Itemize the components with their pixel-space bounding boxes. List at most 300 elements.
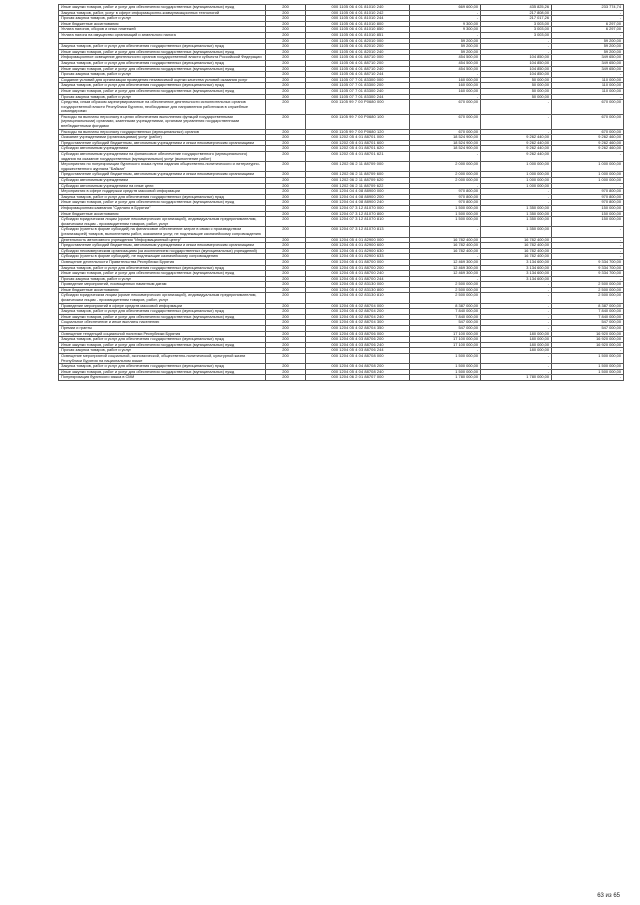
row-name-cell: Иные бюджетные ассигнования [59, 211, 266, 217]
row-code-cell: 200 [266, 348, 306, 354]
row-unexecuted-cell: 110 000,00 [552, 88, 624, 94]
table-row [59, 243, 624, 249]
row-kbk-cell: 000 1204 05 4 01 82900 630 [306, 248, 410, 254]
row-approved-cell: 59 200,00 [410, 38, 481, 44]
row-code-cell: 200 [266, 152, 306, 162]
row-executed-cell: 16 782 400,00 [481, 248, 552, 254]
row-approved-cell: 2 000 000,00 [410, 172, 481, 178]
row-unexecuted-cell: 349 650,00 [552, 66, 624, 72]
table-row [59, 259, 624, 265]
row-code-cell: 200 [266, 162, 306, 172]
row-name-cell: Проведение мероприятий, посвященных памятным датам [59, 282, 266, 288]
row-unexecuted-cell: 59 200,00 [552, 38, 624, 44]
row-unexecuted-cell: - [552, 276, 624, 282]
table-row [59, 293, 624, 303]
row-name-cell: Освещение мероприятий социальной, экономической, общественно-политической, культурной жизни Республики Бурятия на национальном языке [59, 354, 266, 364]
row-kbk-cell: 000 1204 05 4 03 88706 244 [306, 348, 410, 354]
row-code-cell: 200 [266, 16, 306, 22]
table-row [59, 342, 624, 348]
row-code-cell: 200 [266, 178, 306, 184]
row-code-cell: 200 [266, 331, 306, 337]
row-code-cell: 200 [266, 303, 306, 309]
row-kbk-cell: 000 1105 06 4 01 88710 244 [306, 72, 410, 78]
row-executed-cell: 217 017,26 [481, 16, 552, 22]
row-executed-cell: 1 350 000,00 [481, 205, 552, 211]
row-code-cell: 200 [266, 55, 306, 61]
row-code-cell: 200 [266, 49, 306, 55]
row-name-cell: Субсидии автономным учреждениям [59, 146, 266, 152]
table-row [59, 114, 624, 129]
row-unexecuted-cell: 547 000,00 [552, 320, 624, 326]
row-unexecuted-cell: 16 920 000,00 [552, 331, 624, 337]
row-approved-cell: 970 800,00 [410, 189, 481, 195]
row-kbk-cell: 000 1204 07 3 12 81070 810 [306, 217, 410, 227]
row-name-cell: Иные закупки товаров, работ и услуг для обеспечения государственных (муниципальных) нужд [59, 5, 266, 11]
row-unexecuted-cell: 2 500 000,00 [552, 293, 624, 303]
row-code-cell: 200 [266, 205, 306, 211]
row-code-cell: 200 [266, 354, 306, 364]
row-unexecuted-cell: - [552, 10, 624, 16]
row-unexecuted-cell: 670 000,00 [552, 129, 624, 135]
row-code-cell: 200 [266, 44, 306, 50]
row-executed-cell: 104 850,00 [481, 60, 552, 66]
row-unexecuted-cell: - [552, 16, 624, 22]
row-unexecuted-cell: 970 800,00 [552, 189, 624, 195]
row-executed-cell: - [481, 282, 552, 288]
row-unexecuted-cell: 8 387 000,00 [552, 303, 624, 309]
row-unexecuted-cell: 59 200,00 [552, 49, 624, 55]
row-kbk-cell: 000 1105 06 4 01 81010 850 [306, 27, 410, 33]
row-approved-cell: 7 840 000,00 [410, 309, 481, 315]
row-kbk-cell: 000 1105 06 4 01 81010 800 [306, 21, 410, 27]
row-unexecuted-cell: 970 800,00 [552, 200, 624, 206]
budget-execution-table [58, 4, 624, 381]
row-approved-cell: 8 387 000,00 [410, 303, 481, 309]
table-row [59, 254, 624, 260]
table-row [59, 265, 624, 271]
row-unexecuted-cell: 150 000,00 [552, 211, 624, 217]
row-code-cell: 200 [266, 114, 306, 129]
row-unexecuted-cell: - [552, 94, 624, 100]
row-unexecuted-cell: - [552, 237, 624, 243]
row-approved-cell: 18 524 900,00 [410, 135, 481, 141]
row-kbk-cell: 000 1204 05 4 04 88708 240 [306, 369, 410, 375]
row-approved-cell: 970 800,00 [410, 194, 481, 200]
row-kbk-cell: 000 1204 05 4 02 83130 800 [306, 287, 410, 293]
row-approved-cell: 2 500 000,00 [410, 287, 481, 293]
row-kbk-cell: 000 1105 06 4 01 81010 244 [306, 16, 410, 22]
row-code-cell: 200 [266, 21, 306, 27]
row-code-cell: 200 [266, 254, 306, 260]
row-kbk-cell: 000 1202 05 4 01 88701 600 [306, 140, 410, 146]
row-code-cell: 200 [266, 32, 306, 38]
row-name-cell: Прочая закупка товаров, работ и услуг [59, 72, 266, 78]
row-name-cell: Расходы на выплаты персоналу государственных (муниципальных) органов [59, 129, 266, 135]
row-executed-cell: 1 350 000,00 [481, 217, 552, 227]
table-row [59, 237, 624, 243]
row-name-cell: Проведение мероприятий в сфере средств массовой информации [59, 303, 266, 309]
table-row [59, 217, 624, 227]
row-code-cell: 200 [266, 140, 306, 146]
row-code-cell: 200 [266, 72, 306, 78]
row-name-cell: Освещение тенденций социальной политики Республики Бурятия [59, 331, 266, 337]
row-unexecuted-cell: 2 500 000,00 [552, 287, 624, 293]
row-executed-cell: 180 000,00 [481, 337, 552, 343]
row-kbk-cell: 000 1202 06 2 11 88709 620 [306, 178, 410, 184]
row-kbk-cell: 000 1204 05 4 02 88704 000 [306, 303, 410, 309]
row-code-cell: 200 [266, 271, 306, 277]
row-name-cell: Субсидии юридическим лицам (кроме некоммерческих организаций), индивидуальным предпринимателям, физическим лицам - производителям товаров, работ, услуг [59, 293, 266, 303]
row-code-cell: 200 [266, 146, 306, 152]
row-name-cell: Субсидии юридическим лицам (кроме некоммерческих организаций), индивидуальным предпринимателям, физическим лицам - производителям товаров, работ, услуг [59, 217, 266, 227]
row-code-cell: 200 [266, 326, 306, 332]
row-kbk-cell: 000 1204 05 4 04 88708 000 [306, 354, 410, 364]
table-row [59, 354, 624, 364]
row-executed-cell: 9 262 440,00 [481, 135, 552, 141]
row-unexecuted-cell: 233 774,74 [552, 5, 624, 11]
row-unexecuted-cell: 7 840 000,00 [552, 314, 624, 320]
row-name-cell: Закупка товаров, работ и услуг для обеспечения государственных (муниципальных) нужд [59, 83, 266, 89]
row-name-cell: Прочая закупка товаров, работ и услуг [59, 94, 266, 100]
row-kbk-cell: 000 1204 05 4 01 82900 633 [306, 254, 410, 260]
row-approved-cell: 9 300,00 [410, 27, 481, 33]
row-kbk-cell: 000 1204 05 4 02 83130 810 [306, 293, 410, 303]
row-code-cell: 200 [266, 293, 306, 303]
row-approved-cell: 160 000,00 [410, 77, 481, 83]
row-kbk-cell: 000 1105 06 4 01 81010 242 [306, 10, 410, 16]
row-code-cell: 200 [266, 129, 306, 135]
row-unexecuted-cell: 2 500 000,00 [552, 282, 624, 288]
row-code-cell: 200 [266, 135, 306, 141]
row-kbk-cell: 000 1204 05 4 02 88704 200 [306, 309, 410, 315]
row-approved-cell: 16 782 400,00 [410, 243, 481, 249]
row-unexecuted-cell: 1 000 000,00 [552, 178, 624, 184]
row-name-cell: Субсидии автономным учреждениям на финансовое обеспечение государственного (муниципального) задания на оказание государственных (муниципальных) услуг (выполнение работ) [59, 152, 266, 162]
row-unexecuted-cell: 1 000 000,00 [552, 172, 624, 178]
row-approved-cell: 12 469 300,00 [410, 265, 481, 271]
row-approved-cell: 18 524 900,00 [410, 140, 481, 146]
row-kbk-cell: 000 1204 05 4 02 83130 000 [306, 282, 410, 288]
row-kbk-cell: 000 1204 05 4 02 88704 300 [306, 320, 410, 326]
row-code-cell: 200 [266, 243, 306, 249]
row-executed-cell: 1 000 000,00 [481, 178, 552, 184]
row-code-cell: 200 [266, 217, 306, 227]
row-name-cell: Иные закупки товаров, работ и услуг для обеспечения государственных (муниципальных) нужд [59, 66, 266, 72]
row-executed-cell: - [481, 38, 552, 44]
row-executed-cell: 16 782 400,00 [481, 243, 552, 249]
row-executed-cell: 1 000 000,00 [481, 172, 552, 178]
row-name-cell: Закупка товаров, работ и услуг для обеспечения государственных (муниципальных) нужд [59, 364, 266, 370]
row-code-cell: 200 [266, 364, 306, 370]
table-row [59, 248, 624, 254]
row-executed-cell: 1 350 000,00 [481, 227, 552, 237]
row-executed-cell: 217 808,00 [481, 10, 552, 16]
row-kbk-cell: 000 1105 06 4 01 81010 240 [306, 5, 410, 11]
table-row [59, 375, 624, 381]
row-executed-cell: 50 000,00 [481, 94, 552, 100]
row-code-cell: 200 [266, 183, 306, 189]
row-unexecuted-cell: 9 334 700,00 [552, 259, 624, 265]
row-name-cell: Прочая закупка товаров, работ и услуг [59, 348, 266, 354]
row-name-cell: Иные закупки товаров, работ и услуг для обеспечения государственных (муниципальных) нужд [59, 314, 266, 320]
row-name-cell: Субсидии автономным учреждениям [59, 178, 266, 184]
row-executed-cell: - [481, 200, 552, 206]
row-executed-cell: 3 134 600,00 [481, 259, 552, 265]
row-approved-cell: 160 000,00 [410, 83, 481, 89]
row-executed-cell: - [481, 49, 552, 55]
row-executed-cell: 9 262 440,00 [481, 146, 552, 152]
row-kbk-cell: 000 1105 06 4 01 82010 000 [306, 38, 410, 44]
row-code-cell: 200 [266, 337, 306, 343]
row-code-cell: 200 [266, 5, 306, 11]
row-unexecuted-cell: 1 500 000,00 [552, 369, 624, 375]
row-name-cell: Освещение деятельности Правительства Республики Бурятия [59, 259, 266, 265]
row-name-cell: Иные бюджетные ассигнования [59, 21, 266, 27]
row-code-cell: 200 [266, 200, 306, 206]
row-code-cell: 200 [266, 276, 306, 282]
row-code-cell: 200 [266, 194, 306, 200]
row-approved-cell: - [410, 254, 481, 260]
table-row [59, 83, 624, 89]
row-approved-cell: 17 100 000,00 [410, 331, 481, 337]
row-name-cell: Закупка товаров, работ и услуг для обеспечения государственных (муниципальных) нужд [59, 337, 266, 343]
row-name-cell: Премии и гранты [59, 326, 266, 332]
row-name-cell: Закупка товаров, работ и услуг для обеспечения государственных (муниципальных) нужд [59, 194, 266, 200]
row-name-cell: Мероприятия по популяризации бурятского языка путем издания общественно-политического и литературно-художественного журнала "Байкал" [59, 162, 266, 172]
row-code-cell: 200 [266, 27, 306, 33]
row-name-cell: Субсидии (гранты в форме субсидий) на финансовое обеспечение затрат в связи с производством (реализацией) товаров, выполнением работ, оказанием услуг, не подлежащие казначейскому сопровождению [59, 227, 266, 237]
row-approved-cell: 670 000,00 [410, 129, 481, 135]
row-name-cell: Прочая закупка товаров, работ и услуг [59, 16, 266, 22]
row-approved-cell: 2 000 000,00 [410, 178, 481, 184]
row-approved-cell: 670 000,00 [410, 114, 481, 129]
row-kbk-cell: 000 1202 05 4 01 88701 620 [306, 146, 410, 152]
row-executed-cell: 180 000,00 [481, 342, 552, 348]
row-name-cell: Закупка товаров, работ и услуг для обеспечения государственных (муниципальных) нужд [59, 44, 266, 50]
row-name-cell: Расходы на выплаты персоналу в целях обеспечения выполнения функций государственными (муниципальными) органами, казенными учреждениями, органами управления государственными внебюджетными фондами [59, 114, 266, 129]
row-approved-cell: 1 500 000,00 [410, 205, 481, 211]
row-code-cell: 200 [266, 248, 306, 254]
row-approved-cell: - [410, 227, 481, 237]
row-kbk-cell: 000 1204 06 2 01 88707 000 [306, 375, 410, 381]
row-approved-cell: 547 000,00 [410, 320, 481, 326]
row-unexecuted-cell: 9 262 460,00 [552, 140, 624, 146]
row-kbk-cell: 000 1204 05 4 01 82900 000 [306, 237, 410, 243]
page-number: 63 из 65 [597, 893, 620, 899]
row-code-cell: 200 [266, 77, 306, 83]
row-unexecuted-cell: 9 262 460,00 [552, 146, 624, 152]
row-executed-cell: 3 134 600,00 [481, 271, 552, 277]
row-approved-cell: 1 500 000,00 [410, 211, 481, 217]
row-code-cell: 200 [266, 309, 306, 315]
row-executed-cell: 16 782 400,00 [481, 237, 552, 243]
row-executed-cell: 1 780 000,00 [481, 375, 552, 381]
row-name-cell: Иные закупки товаров, работ и услуг для обеспечения государственных (муниципальных) нужд [59, 200, 266, 206]
row-kbk-cell: 000 1204 05 4 04 88708 200 [306, 364, 410, 370]
row-unexecuted-cell: 110 000,00 [552, 83, 624, 89]
table-row [59, 162, 624, 172]
row-executed-cell: - [481, 364, 552, 370]
row-approved-cell: - [410, 16, 481, 22]
row-name-cell: Иные бюджетные ассигнования [59, 287, 266, 293]
row-approved-cell: 970 800,00 [410, 200, 481, 206]
row-kbk-cell: 000 1204 05 4 03 88706 200 [306, 337, 410, 343]
row-executed-cell: 180 000,00 [481, 331, 552, 337]
table-row [59, 5, 624, 11]
row-approved-cell: - [410, 32, 481, 38]
row-executed-cell: 9 262 440,00 [481, 152, 552, 162]
row-code-cell: 200 [266, 10, 306, 16]
row-kbk-cell: 000 1202 05 4 01 88701 621 [306, 152, 410, 162]
row-kbk-cell: 000 1105 07 7 01 83300 200 [306, 83, 410, 89]
row-name-cell: Создание условий для организации проведения независимой оценки качества условий оказания услуг [59, 77, 266, 83]
row-code-cell: 200 [266, 320, 306, 326]
row-executed-cell: 104 850,00 [481, 55, 552, 61]
row-approved-cell: - [410, 183, 481, 189]
row-name-cell: Популяризация бурятского языка в СМИ [59, 375, 266, 381]
row-code-cell: 200 [266, 38, 306, 44]
row-kbk-cell: 000 1105 07 7 01 83300 000 [306, 77, 410, 83]
row-name-cell: Иные закупки товаров, работ и услуг для обеспечения государственных (муниципальных) нужд [59, 369, 266, 375]
row-unexecuted-cell: 6 297,00 [552, 21, 624, 27]
row-approved-cell: 16 782 400,00 [410, 237, 481, 243]
row-executed-cell: 1 000 000,00 [481, 162, 552, 172]
row-unexecuted-cell: - [552, 183, 624, 189]
row-unexecuted-cell: 7 840 000,00 [552, 309, 624, 315]
row-code-cell: 200 [266, 287, 306, 293]
row-kbk-cell: 000 1105 07 7 01 83300 240 [306, 88, 410, 94]
row-approved-cell: 1 500 000,00 [410, 354, 481, 364]
row-unexecuted-cell: - [552, 254, 624, 260]
row-code-cell: 200 [266, 211, 306, 217]
row-executed-cell: 104 850,00 [481, 66, 552, 72]
row-code-cell: 200 [266, 227, 306, 237]
row-approved-cell: 2 000 000,00 [410, 162, 481, 172]
row-code-cell: 200 [266, 100, 306, 115]
row-name-cell: Закупка товаров, работ и услуг для обеспечения государственных (муниципальных) нужд [59, 265, 266, 271]
table-row [59, 100, 624, 115]
row-kbk-cell: 000 1204 07 3 12 81070 800 [306, 211, 410, 217]
table-row [59, 32, 624, 38]
row-approved-cell: 59 200,00 [410, 44, 481, 50]
row-approved-cell: 17 100 000,00 [410, 342, 481, 348]
table-row [59, 331, 624, 337]
row-code-cell: 200 [266, 66, 306, 72]
table-row [59, 227, 624, 237]
row-unexecuted-cell: 9 262 460,00 [552, 135, 624, 141]
row-code-cell: 200 [266, 265, 306, 271]
row-name-cell: Мероприятия в сфере поддержки средств массовой информации [59, 189, 266, 195]
row-executed-cell: - [481, 309, 552, 315]
row-executed-cell: 435 825,26 [481, 5, 552, 11]
row-code-cell: 200 [266, 83, 306, 89]
row-name-cell: Социальное обеспечение и иные выплаты населению [59, 320, 266, 326]
row-approved-cell: 547 000,00 [410, 326, 481, 332]
row-code-cell: 200 [266, 237, 306, 243]
row-kbk-cell: 000 1105 06 4 01 82010 200 [306, 44, 410, 50]
row-executed-cell: 9 262 440,00 [481, 140, 552, 146]
row-unexecuted-cell: 1 000 000,00 [552, 162, 624, 172]
row-name-cell: Предоставление субсидий бюджетным, автономным учреждениям и иным некоммерческим организациям [59, 140, 266, 146]
row-kbk-cell: 000 1204 07 3 12 81070 000 [306, 205, 410, 211]
row-approved-cell: - [410, 72, 481, 78]
row-executed-cell: 3 134 600,00 [481, 276, 552, 282]
row-unexecuted-cell: - [552, 72, 624, 78]
row-unexecuted-cell: 9 334 700,00 [552, 265, 624, 271]
row-kbk-cell: 000 1105 06 4 01 82010 240 [306, 49, 410, 55]
row-executed-cell: - [481, 326, 552, 332]
table-row [59, 172, 624, 178]
row-code-cell: 200 [266, 314, 306, 320]
row-unexecuted-cell: 150 000,00 [552, 217, 624, 227]
row-executed-cell: - [481, 44, 552, 50]
row-executed-cell: 1 000 000,00 [481, 183, 552, 189]
row-kbk-cell: 000 1204 05 4 01 88700 240 [306, 271, 410, 277]
row-kbk-cell: 000 1204 05 4 02 88704 240 [306, 314, 410, 320]
row-unexecuted-cell: 110 000,00 [552, 77, 624, 83]
row-name-cell: Оказание учреждениями (организациями) услуг (работ) [59, 135, 266, 141]
row-unexecuted-cell: 349 650,00 [552, 55, 624, 61]
row-executed-cell: 1 350 000,00 [481, 211, 552, 217]
row-code-cell: 200 [266, 369, 306, 375]
row-kbk-cell: 000 1204 04 4 08 88900 200 [306, 194, 410, 200]
row-unexecuted-cell: - [552, 227, 624, 237]
row-approved-cell: 669 600,00 [410, 5, 481, 11]
row-executed-cell: 16 782 400,00 [481, 254, 552, 260]
row-approved-cell: 12 469 300,00 [410, 259, 481, 265]
row-unexecuted-cell: 9 334 700,00 [552, 271, 624, 277]
table-row [59, 140, 624, 146]
row-executed-cell: - [481, 189, 552, 195]
row-kbk-cell: 000 1105 99 7 00 Р0680 100 [306, 114, 410, 129]
row-name-cell: Информационное освещение деятельности органов государственной власти субъекта Российской Федерации [59, 55, 266, 61]
row-executed-cell: - [481, 287, 552, 293]
table-row [59, 66, 624, 72]
row-name-cell: Иные закупки товаров, работ и услуг для обеспечения государственных (муниципальных) нужд [59, 49, 266, 55]
row-kbk-cell: 000 1204 05 4 01 82900 600 [306, 243, 410, 249]
row-code-cell: 200 [266, 189, 306, 195]
row-unexecuted-cell: - [552, 248, 624, 254]
row-name-cell: Предоставление субсидий бюджетным, автономным учреждениям и иным некоммерческим организациям [59, 172, 266, 178]
row-kbk-cell: 000 1105 06 4 01 81010 851 [306, 32, 410, 38]
row-name-cell: Субсидии автономным учреждениям на иные цели [59, 183, 266, 189]
row-kbk-cell: 000 1202 05 4 01 88701 000 [306, 135, 410, 141]
row-executed-cell: 3 003,00 [481, 32, 552, 38]
row-kbk-cell: 000 1202 06 2 11 88709 000 [306, 162, 410, 172]
row-approved-cell: 670 000,00 [410, 100, 481, 115]
row-approved-cell: - [410, 348, 481, 354]
row-unexecuted-cell: 16 920 000,00 [552, 337, 624, 343]
row-approved-cell: - [410, 10, 481, 16]
row-kbk-cell: 000 1105 06 4 01 88710 240 [306, 66, 410, 72]
row-executed-cell: 3 134 600,00 [481, 265, 552, 271]
row-kbk-cell: 000 1204 05 4 03 88706 000 [306, 331, 410, 337]
row-approved-cell: 12 469 300,00 [410, 271, 481, 277]
row-name-cell: Деятельность автономного учреждения "Информационный центр" [59, 237, 266, 243]
row-name-cell: Субсидии некоммерческим организациям (за исключением государственных (муниципальных) учреждений) [59, 248, 266, 254]
row-unexecuted-cell: - [552, 152, 624, 162]
row-approved-cell: - [410, 152, 481, 162]
row-unexecuted-cell: 670 000,00 [552, 100, 624, 115]
row-code-cell: 200 [266, 282, 306, 288]
row-code-cell: 200 [266, 94, 306, 100]
table-row [59, 60, 624, 66]
row-kbk-cell: 000 1204 05 4 01 88700 200 [306, 265, 410, 271]
row-unexecuted-cell: - [552, 375, 624, 381]
row-name-cell: Субсидии (гранты в форме субсидий), не подлежащие казначейскому сопровождению [59, 254, 266, 260]
row-unexecuted-cell: 547 000,00 [552, 326, 624, 332]
table-row [59, 152, 624, 162]
